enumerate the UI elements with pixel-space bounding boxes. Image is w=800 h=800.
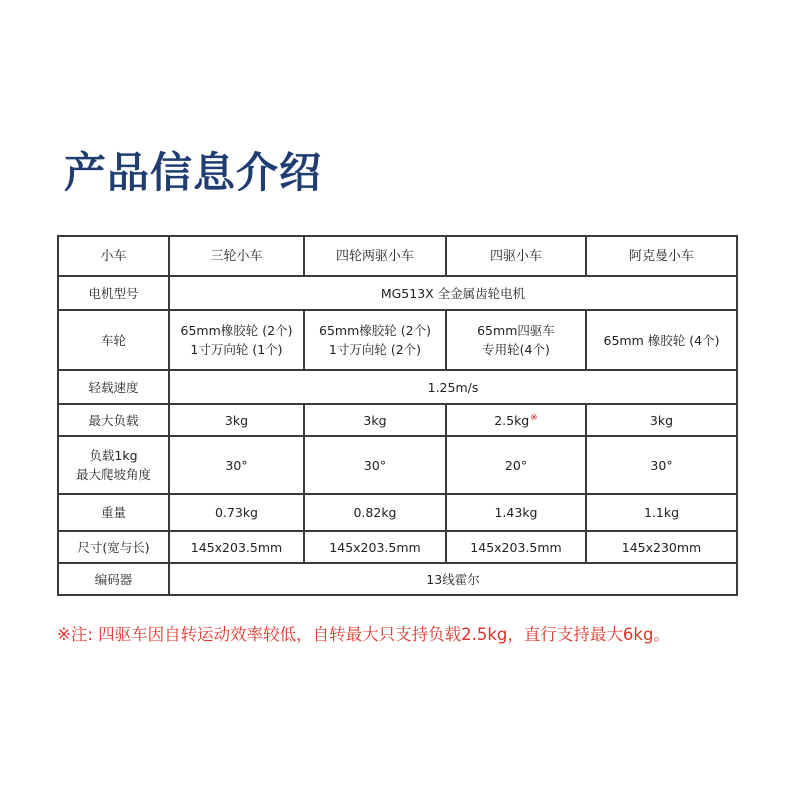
header-row xyxy=(58,236,737,276)
row-label-weight: 重量 xyxy=(58,494,169,531)
wheels-line: 65mm四驱车 xyxy=(477,323,555,338)
max-load-value: 3kg xyxy=(169,404,304,436)
slope-value: 30° xyxy=(586,436,737,494)
table-row-speed xyxy=(58,370,737,404)
max-load-value: 3kg xyxy=(586,404,737,436)
table-row-weight xyxy=(58,494,737,531)
table-row-size xyxy=(58,531,737,563)
max-load-value-text: 2.5kg xyxy=(494,413,530,429)
table-row-motor xyxy=(58,276,737,310)
max-load-value: 3kg xyxy=(304,404,446,436)
row-label-size: 尺寸(宽与长) xyxy=(58,531,169,563)
spec-table xyxy=(57,235,738,596)
size-value: 145x230mm xyxy=(586,531,737,563)
size-value: 145x203.5mm xyxy=(446,531,586,563)
weight-value: 0.73kg xyxy=(169,494,304,531)
wheels-cell-three-wheel xyxy=(169,310,304,370)
table-row-wheels xyxy=(58,310,737,370)
motor-value: MG513X 全金属齿轮电机 xyxy=(169,276,737,310)
wheels-line: 1寸万向轮 (1个) xyxy=(190,342,283,357)
header-cell-car: 小车 xyxy=(58,236,169,276)
row-label-wheels: 车轮 xyxy=(58,310,169,370)
encoder-value: 13线霍尔 xyxy=(169,563,737,595)
wheels-line: 专用轮(4个) xyxy=(482,342,550,357)
row-label-motor: 电机型号 xyxy=(58,276,169,310)
wheels-cell-4wd xyxy=(446,310,586,370)
slope-label-line: 最大爬坡角度 xyxy=(75,467,151,482)
speed-value: 1.25m/s xyxy=(169,370,737,404)
wheels-line: 65mm橡胶轮 (2个) xyxy=(180,323,293,338)
wheels-line: 65mm橡胶轮 (2个) xyxy=(319,323,431,338)
slope-value: 30° xyxy=(169,436,304,494)
slope-label-line: 负载1kg xyxy=(89,448,138,463)
row-label-max-load: 最大负载 xyxy=(58,404,169,436)
wheels-line: 1寸万向轮 (2个) xyxy=(328,342,422,357)
row-label-slope xyxy=(58,436,169,494)
weight-value: 0.82kg xyxy=(304,494,446,531)
max-load-value-4wd xyxy=(446,404,586,436)
table-row-slope xyxy=(58,436,737,494)
note-mark: ※ xyxy=(530,413,538,424)
weight-value: 1.1kg xyxy=(586,494,737,531)
size-value: 145x203.5mm xyxy=(304,531,446,563)
slope-value: 30° xyxy=(304,436,446,494)
weight-value: 1.43kg xyxy=(446,494,586,531)
table-row-max-load xyxy=(58,404,737,436)
row-label-speed: 轻载速度 xyxy=(58,370,169,404)
header-cell-four-wheel-2wd: 四轮两驱小车 xyxy=(304,236,446,276)
header-cell-three-wheel: 三轮小车 xyxy=(169,236,304,276)
table-row-encoder xyxy=(58,563,737,595)
wheels-cell-ackermann: 65mm 橡胶轮 (4个) xyxy=(586,310,737,370)
wheels-cell-four-wheel-2wd xyxy=(304,310,446,370)
size-value: 145x203.5mm xyxy=(169,531,304,563)
slope-value: 20° xyxy=(446,436,586,494)
row-label-encoder: 编码器 xyxy=(58,563,169,595)
page-title: 产品信息介绍 xyxy=(64,148,323,197)
header-cell-4wd: 四驱小车 xyxy=(446,236,586,276)
header-cell-ackermann: 阿克曼小车 xyxy=(586,236,737,276)
footnote: ※注: 四驱车因自转运动效率较低，自转最大只支持负载2.5kg，直行支持最大6kg。 xyxy=(57,625,670,644)
